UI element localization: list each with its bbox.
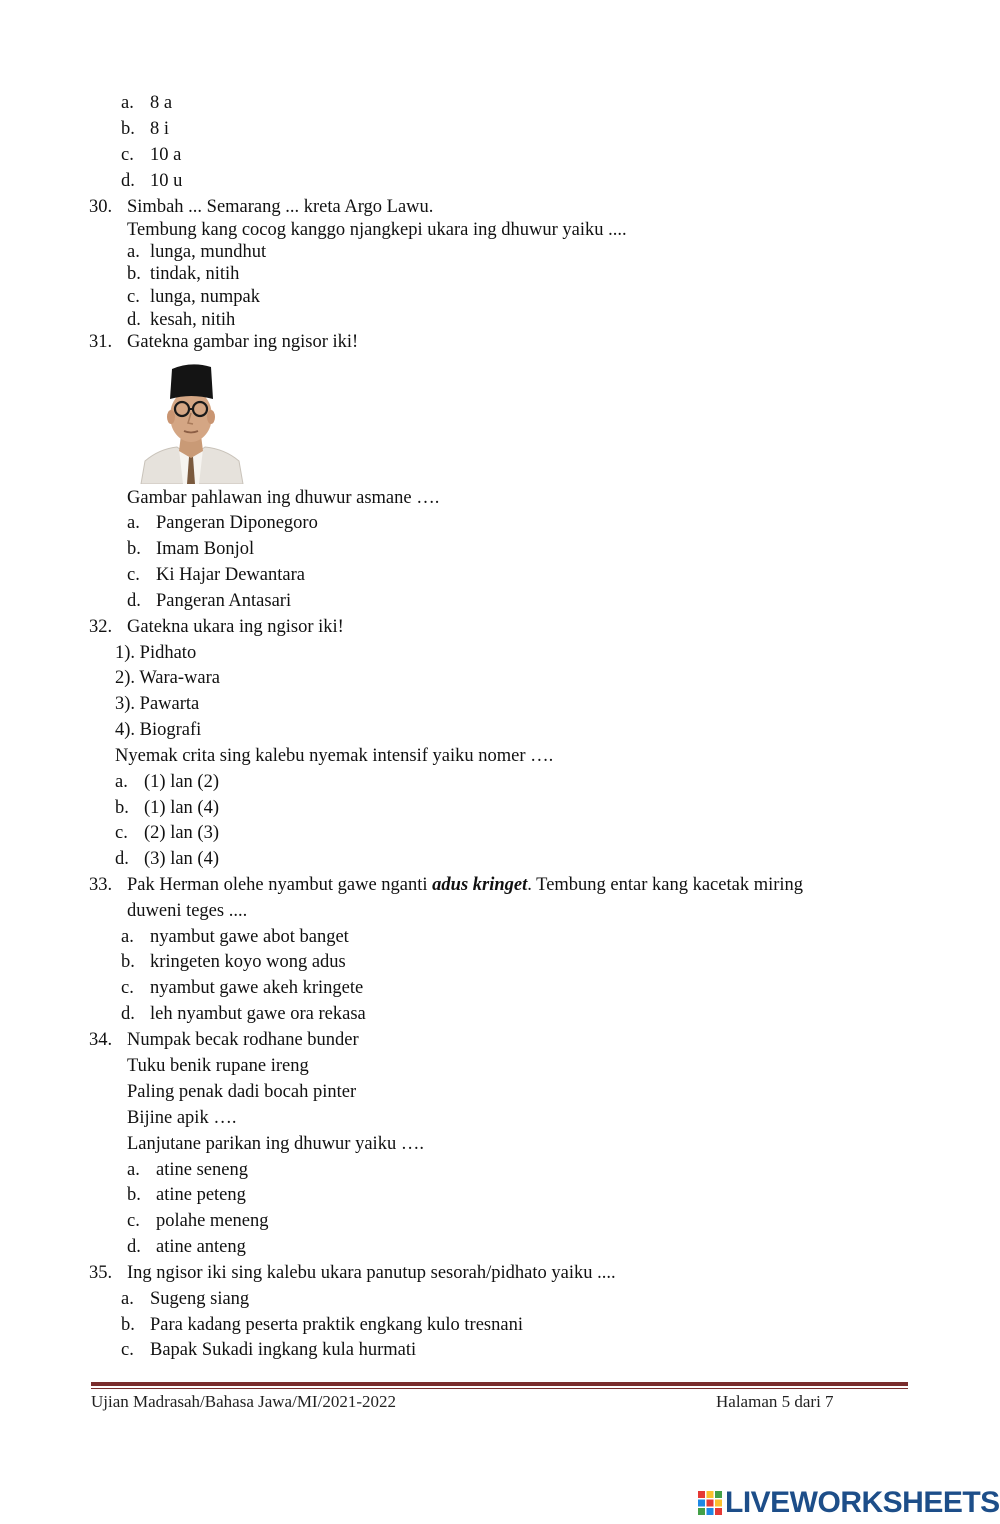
q34-instruction: Lanjutane parikan ing dhuwur yaiku …. bbox=[127, 1134, 424, 1154]
footer-divider-thin bbox=[91, 1388, 908, 1389]
q33-option-a[interactable]: a. nyambut gawe abot banget bbox=[121, 927, 349, 947]
q32-question: 32. Gatekna ukara ing ngisor iki! bbox=[89, 617, 344, 637]
q34-question: 34. Numpak becak rodhane bunder bbox=[89, 1030, 359, 1050]
q35-question: 35. Ing ngisor iki sing kalebu ukara panutup sesorah/pidhato yaiku .... bbox=[89, 1263, 616, 1283]
q34-option-b[interactable]: b. atine peteng bbox=[127, 1185, 246, 1205]
q33-question-line2: duweni teges .... bbox=[127, 901, 248, 921]
q31-instruction: Gambar pahlawan ing dhuwur asmane …. bbox=[127, 488, 440, 508]
q32-item-4: 4). Biografi bbox=[115, 720, 202, 740]
q31-option-a[interactable]: a. Pangeran Diponegoro bbox=[127, 513, 318, 533]
q33-option-d[interactable]: d. leh nyambut gawe ora rekasa bbox=[121, 1004, 366, 1024]
q35-option-b[interactable]: b. Para kadang peserta praktik engkang kulo tresnani bbox=[121, 1315, 523, 1335]
q32-option-b[interactable]: b. (1) lan (4) bbox=[115, 798, 219, 818]
q32-option-d[interactable]: d. (3) lan (4) bbox=[115, 849, 219, 869]
q34-option-c[interactable]: c. polahe meneng bbox=[127, 1211, 269, 1231]
hero-portrait-image bbox=[139, 361, 244, 484]
q34-line-4: Bijine apik …. bbox=[127, 1108, 237, 1128]
q32-instruction: Nyemak crita sing kalebu nyemak intensif yaiku nomer …. bbox=[115, 746, 554, 766]
q31-question: 31. Gatekna gambar ing ngisor iki! bbox=[89, 332, 359, 352]
q33-emphasized-phrase: adus kringet bbox=[432, 875, 528, 895]
q30-question: 30. Simbah ... Semarang ... kreta Argo Lawu. bbox=[89, 197, 434, 217]
q29-option-d[interactable]: d. 10 u bbox=[121, 171, 183, 191]
q33-option-c[interactable]: c. nyambut gawe akeh kringete bbox=[121, 978, 364, 998]
q30-instruction: Tembung kang cocog kanggo njangkepi ukara ing dhuwur yaiku .... bbox=[127, 220, 627, 240]
q35-option-c[interactable]: c. Bapak Sukadi ingkang kula hurmati bbox=[121, 1340, 417, 1360]
q31-option-b[interactable]: b. Imam Bonjol bbox=[127, 539, 255, 559]
footer-divider bbox=[91, 1382, 908, 1386]
q35-option-a[interactable]: a. Sugeng siang bbox=[121, 1289, 250, 1309]
liveworksheets-grid-icon bbox=[697, 1490, 723, 1516]
q31-option-d[interactable]: d. Pangeran Antasari bbox=[127, 591, 292, 611]
q30-option-b[interactable]: b. tindak, nitih bbox=[127, 264, 240, 284]
liveworksheets-logo bbox=[697, 1486, 1000, 1520]
q33-question: 33. Pak Herman olehe nyambut gawe nganti adus kringet. Tembung entar kang kacetak miring bbox=[89, 875, 804, 895]
q33-option-b[interactable]: b. kringeten koyo wong adus bbox=[121, 952, 346, 972]
q30-option-c[interactable]: c. lunga, numpak bbox=[127, 287, 260, 307]
footer-page-number: Halaman 5 dari 7 bbox=[716, 1392, 834, 1411]
q34-line-2: Tuku benik rupane ireng bbox=[127, 1056, 309, 1076]
q29-option-b[interactable]: b. 8 i bbox=[121, 119, 170, 139]
q30-option-d[interactable]: d. kesah, nitih bbox=[127, 310, 236, 330]
q29-option-a[interactable]: a. 8 a bbox=[121, 93, 173, 113]
q30-option-a[interactable]: a. lunga, mundhut bbox=[127, 242, 267, 262]
q34-option-d[interactable]: d. atine anteng bbox=[127, 1237, 246, 1257]
q34-option-a[interactable]: a. atine seneng bbox=[127, 1160, 248, 1180]
q32-option-c[interactable]: c. (2) lan (3) bbox=[115, 823, 219, 843]
q31-option-c[interactable]: c. Ki Hajar Dewantara bbox=[127, 565, 305, 585]
q29-option-c[interactable]: c. 10 a bbox=[121, 145, 182, 165]
footer-exam-info: Ujian Madrasah/Bahasa Jawa/MI/2021-2022 bbox=[91, 1392, 396, 1411]
q32-item-2: 2). Wara-wara bbox=[115, 668, 220, 688]
liveworksheets-wordmark: LIVEWORKSHEETS bbox=[725, 1486, 1000, 1519]
q32-option-a[interactable]: a. (1) lan (2) bbox=[115, 772, 219, 792]
q32-item-3: 3). Pawarta bbox=[115, 694, 200, 714]
q32-item-1: 1). Pidhato bbox=[115, 643, 197, 663]
q34-line-3: Paling penak dadi bocah pinter bbox=[127, 1082, 357, 1102]
